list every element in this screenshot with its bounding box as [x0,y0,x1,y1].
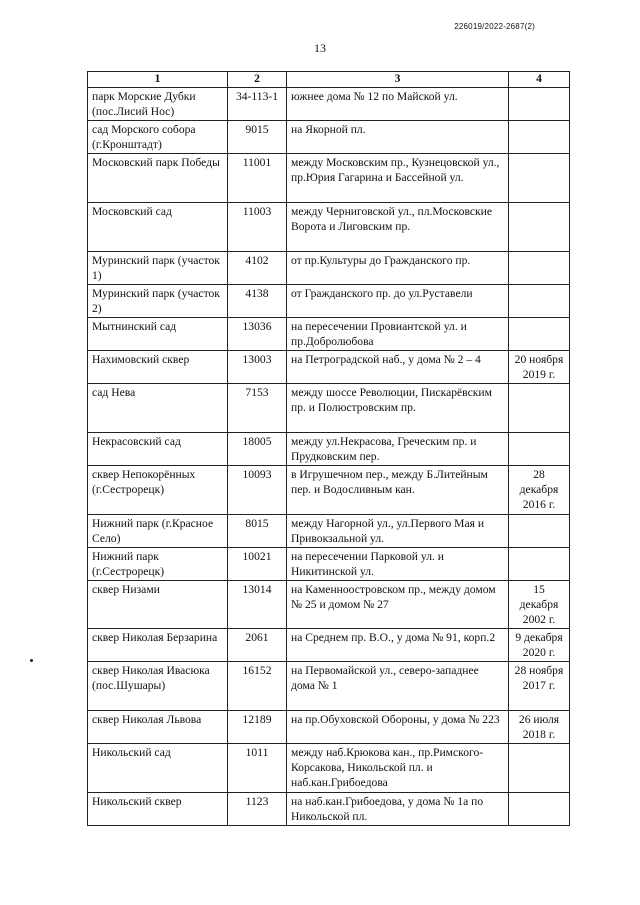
date-cell [509,318,570,351]
park-name-cell: сад Нева [88,384,228,433]
date-cell [509,154,570,203]
address-cell: между Нагорной ул., ул.Первого Мая и Привокзальной ул. [287,515,509,548]
date-cell [509,548,570,581]
date-cell [509,744,570,793]
date-cell [509,793,570,826]
park-name-cell: сад Морского собора (г.Кронштадт) [88,121,228,154]
address-cell: в Игрушечном пер., между Б.Литейным пер. и Водосливным кан. [287,466,509,515]
park-name-cell: Никольский сквер [88,793,228,826]
object-code-cell: 13014 [228,581,287,629]
address-cell: на Петроградской наб., у дома № 2 – 4 [287,351,509,384]
object-code-cell: 8015 [228,515,287,548]
date-cell: 9 декабря 2020 г. [509,629,570,662]
address-cell: между наб.Крюкова кан., пр.Римского-Корсакова, Никольской пл. и наб.кан.Грибоедова [287,744,509,793]
address-cell: между Московским пр., Кузнецовской ул., пр.Юрия Гагарина и Бассейной ул. [287,154,509,203]
object-code-cell: 10021 [228,548,287,581]
park-name-cell: сквер Непокорённых (г.Сестрорецк) [88,466,228,515]
table-row [88,351,570,384]
date-cell [509,88,570,121]
park-name-cell: Нижний парк (г.Красное Село) [88,515,228,548]
address-cell: от пр.Культуры до Гражданского пр. [287,252,509,285]
park-name-cell: Некрасовский сад [88,433,228,466]
address-cell: между ул.Некрасова, Греческим пр. и Прудковским пер. [287,433,509,466]
date-cell [509,252,570,285]
table-row [88,662,570,711]
column-header-4: 4 [509,72,570,88]
table-row [88,384,570,433]
address-cell: на пересечении Парковой ул. и Никитинской ул. [287,548,509,581]
date-cell [509,121,570,154]
object-code-cell: 13036 [228,318,287,351]
page-number: 13 [314,41,326,55]
table-row [88,793,570,826]
park-name-cell: Никольский сад [88,744,228,793]
object-code-cell: 13003 [228,351,287,384]
park-name-cell: Нахимовский сквер [88,351,228,384]
column-header-1: 1 [88,72,228,88]
date-cell [509,285,570,318]
park-name-cell: парк Морские Дубки (пос.Лисий Нос) [88,88,228,121]
park-name-cell: Нижний парк (г.Сестрорецк) [88,548,228,581]
document-id: 226019/2022-2687(2) [454,22,535,31]
park-name-cell: сквер Николая Берзарина [88,629,228,662]
date-cell: 20 ноября 2019 г. [509,351,570,384]
table-row [88,88,570,121]
date-cell: 28 ноября 2017 г. [509,662,570,711]
object-code-cell: 2061 [228,629,287,662]
address-cell: на пересечении Провиантской ул. и пр.Добролюбова [287,318,509,351]
object-code-cell: 4138 [228,285,287,318]
address-cell: от Гражданского пр. до ул.Руставели [287,285,509,318]
table-row [88,581,570,629]
object-code-cell: 34-113-1 [228,88,287,121]
park-name-cell: Муринский парк (участок 2) [88,285,228,318]
address-cell: на пр.Обуховской Обороны, у дома № 223 [287,711,509,744]
margin-dot [30,659,33,662]
object-code-cell: 4102 [228,252,287,285]
park-name-cell: сквер Николая Львова [88,711,228,744]
address-cell: на наб.кан.Грибоедова, у дома № 1а по Никольской пл. [287,793,509,826]
address-cell: южнее дома № 12 по Майской ул. [287,88,509,121]
date-cell: 28 декабря 2016 г. [509,466,570,515]
table-row [88,433,570,466]
table-row [88,203,570,252]
address-cell: на Каменноостровском пр., между домом № 25 и домом № 27 [287,581,509,629]
address-cell: на Первомайской ул., северо-западнее дома № 1 [287,662,509,711]
date-cell: 26 июля 2018 г. [509,711,570,744]
object-code-cell: 11003 [228,203,287,252]
date-cell [509,203,570,252]
park-name-cell: сквер Николая Ивасюка (пос.Шушары) [88,662,228,711]
table-body [88,88,570,826]
table-row [88,154,570,203]
park-name-cell: Московский сад [88,203,228,252]
object-code-cell: 1123 [228,793,287,826]
table-row [88,629,570,662]
column-header-2: 2 [228,72,287,88]
object-code-cell: 12189 [228,711,287,744]
object-code-cell: 7153 [228,384,287,433]
object-code-cell: 16152 [228,662,287,711]
object-code-cell: 1011 [228,744,287,793]
table-row [88,121,570,154]
table-header-row [88,72,570,88]
park-name-cell: Московский парк Победы [88,154,228,203]
address-cell: между шоссе Революции, Пискарёвским пр. и Полюстровским пр. [287,384,509,433]
parks-register-table [87,71,570,826]
date-cell: 15 декабря 2002 г. [509,581,570,629]
park-name-cell: Мытнинский сад [88,318,228,351]
object-code-cell: 11001 [228,154,287,203]
table-row [88,744,570,793]
date-cell [509,515,570,548]
table-row [88,466,570,515]
table-row [88,711,570,744]
table-row [88,548,570,581]
object-code-cell: 9015 [228,121,287,154]
park-name-cell: сквер Низами [88,581,228,629]
date-cell [509,384,570,433]
address-cell: на Якорной пл. [287,121,509,154]
table-row [88,252,570,285]
park-name-cell: Муринский парк (участок 1) [88,252,228,285]
object-code-cell: 18005 [228,433,287,466]
object-code-cell: 10093 [228,466,287,515]
date-cell [509,433,570,466]
table-row [88,515,570,548]
address-cell: между Черниговской ул., пл.Московские Ворота и Лиговским пр. [287,203,509,252]
address-cell: на Среднем пр. В.О., у дома № 91, корп.2 [287,629,509,662]
table-row [88,285,570,318]
column-header-3: 3 [287,72,509,88]
table-row [88,318,570,351]
